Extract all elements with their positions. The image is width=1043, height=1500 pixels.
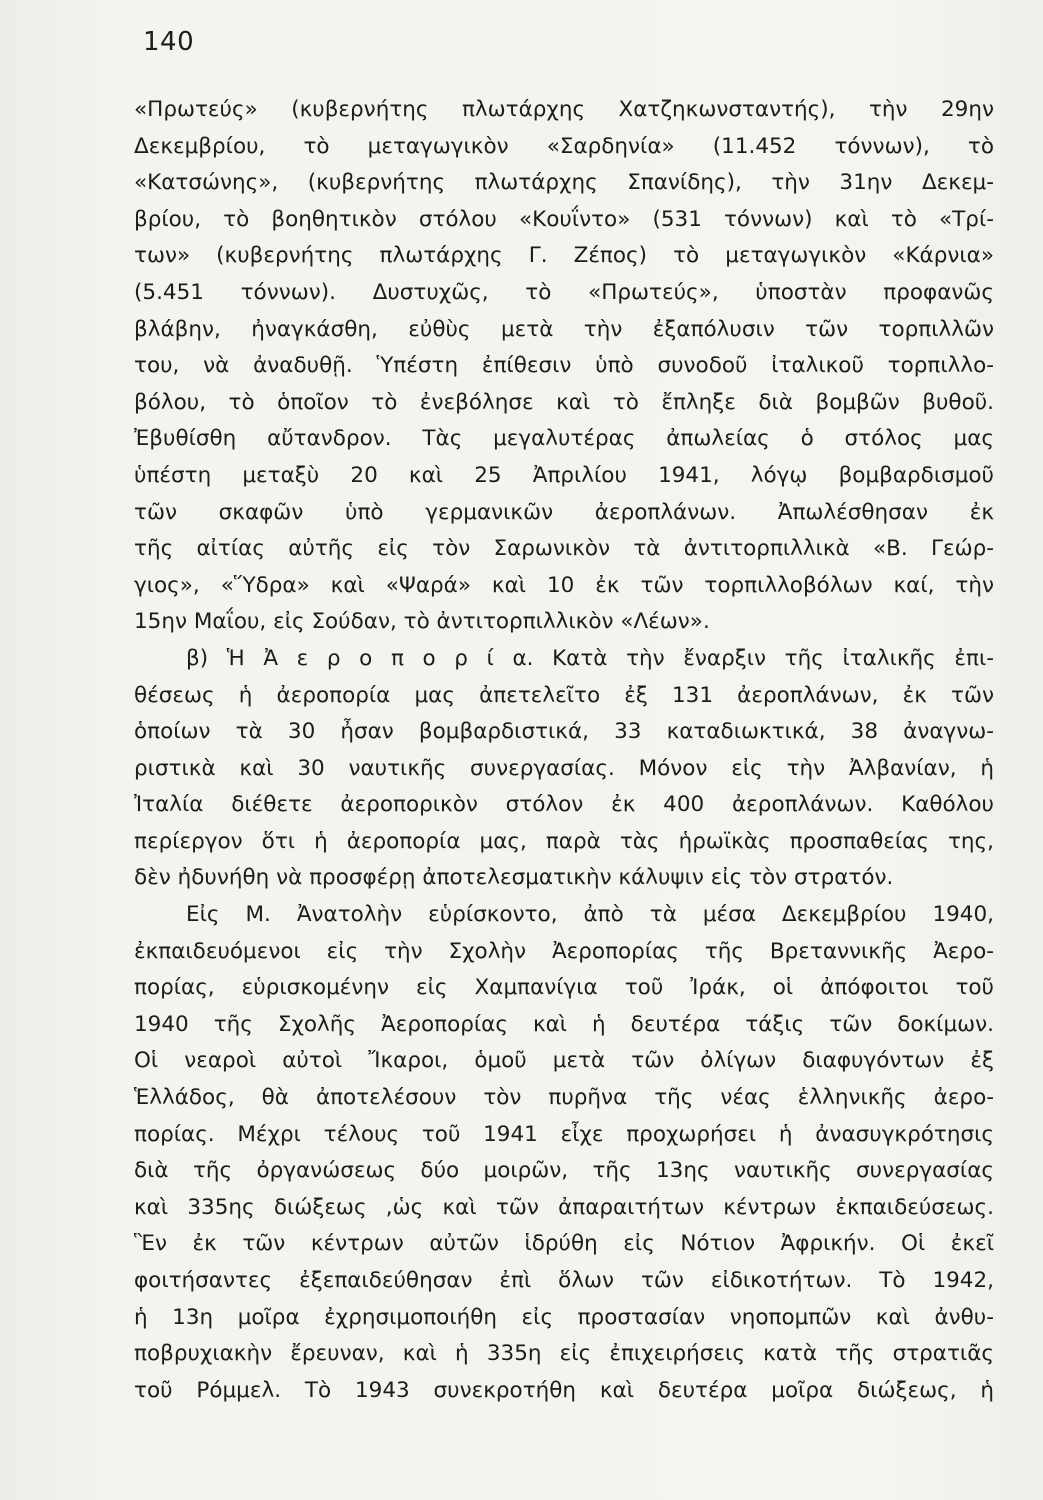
text-line: τῶν σκαφῶν ὑπὸ γερμανικῶν ἀεροπλάνων. Ἀπωλέσθησαν ἐκ [134, 499, 994, 525]
text-line: Ἑλλάδος, θὰ ἀποτελέσουν τὸν πυρῆνα τῆς νέας ἑλληνικῆς ἀερο- [134, 1085, 994, 1111]
text-line: Δεκεμβρίου, τὸ μεταγωγικὸν «Σαρδηνία» (11.452 τόννων), τὸ [134, 133, 994, 159]
text-line: Εἰς Μ. Ἀνατολὴν εὑρίσκοντο, ἀπὸ τὰ μέσα Δεκεμβρίου 1940, [186, 902, 994, 928]
text-line: ριστικὰ καὶ 30 ναυτικῆς συνεργασίας. Μόνον εἰς τὴν Ἀλβανίαν, ἡ [134, 755, 994, 781]
text-line: Ἰταλία διέθετε ἀεροπορικὸν στόλον ἐκ 400 ἀεροπλάνων. Καθόλου [134, 792, 994, 818]
text-line: του, νὰ ἀναδυθῇ. Ὑπέστη ἐπίθεσιν ὑπὸ συνοδοῦ ἰταλικοῦ τορπιλλο- [134, 353, 994, 379]
text-line: βρίου, τὸ βοηθητικὸν στόλου «Κουΐντο» (531 τόννων) καὶ τὸ «Τρί- [134, 206, 994, 232]
text-line: πορίας, εὑρισκομένην εἰς Χαμπανίγια τοῦ Ἰράκ, οἱ ἀπόφοιτοι τοῦ [134, 975, 994, 1001]
text-line: περίεργον ὅτι ἡ ἀεροπορία μας, παρὰ τὰς ἡρωϊκὰς προσπαθείας της, [134, 828, 994, 854]
text-line: ἐκπαιδευόμενοι εἰς τὴν Σχολὴν Ἀεροπορίας τῆς Βρεταννικῆς Ἀερο- [134, 938, 994, 964]
text-line: γιος», «Ὕδρα» καὶ «Ψαρά» καὶ 10 ἐκ τῶν τορπιλλοβόλων καί, τὴν [134, 572, 994, 598]
text-line: καὶ 335ης διώξεως ,ὡς καὶ τῶν ἀπαραιτήτων κέντρων ἐκπαιδεύσεως. [134, 1194, 994, 1220]
text-line: τοῦ Ρόμμελ. Τὸ 1943 συνεκροτήθη καὶ δευτέρα μοῖρα διώξεως, ἡ [134, 1377, 994, 1403]
text-line: ποβρυχιακὴν ἔρευναν, καὶ ἡ 335η εἰς ἐπιχειρήσεις κατὰ τῆς στρατιᾶς [134, 1341, 994, 1367]
page-number: 140 [143, 27, 195, 57]
text-line: θέσεως ἡ ἀεροπορία μας ἀπετελεῖτο ἐξ 131 ἀεροπλάνων, ἐκ τῶν [134, 682, 994, 708]
text-line: ὑπέστη μεταξὺ 20 καὶ 25 Ἀπριλίου 1941, λόγῳ βομβαρδισμοῦ [134, 462, 994, 488]
text-line: τῆς αἰτίας αὐτῆς εἰς τὸν Σαρωνικὸν τὰ ἀντιτορπιλλικὰ «Β. Γεώρ- [134, 536, 994, 562]
text-line: φοιτήσαντες ἐξεπαιδεύθησαν ἐπὶ ὅλων τῶν εἰδικοτήτων. Τὸ 1942, [134, 1268, 994, 1293]
text-line: Ἐβυθίσθη αὔτανδρον. Τὰς μεγαλυτέρας ἀπωλείας ὁ στόλος μας [134, 426, 994, 452]
text-line: ὁποίων τὰ 30 ἦσαν βομβαρδιστικά, 33 καταδιωκτικά, 38 ἀναγνω- [134, 719, 994, 745]
text-line: «Κατσώνης», (κυβερνήτης πλωτάρχης Σπανίδης), τὴν 31ην Δεκεμ- [134, 170, 994, 196]
text-line: βλάβην, ἠναγκάσθη, εὐθὺς μετὰ τὴν ἐξαπόλυσιν τῶν τορπιλλῶν [134, 316, 994, 342]
text-line: πορίας. Μέχρι τέλους τοῦ 1941 εἶχε προχωρήσει ἡ ἀνασυγκρότησις [134, 1121, 994, 1147]
text-line: βόλου, τὸ ὁποῖον τὸ ἐνεβόλησε καὶ τὸ ἔπληξε διὰ βομβῶν βυθοῦ. [134, 389, 994, 415]
text-line: των» (κυβερνήτης πλωτάρχης Γ. Ζέπος) τὸ μεταγωγικὸν «Κάρνια» [134, 243, 994, 269]
text-line: β) Ἡ Ἀ ε ρ ο π ο ρ ί α. Κατὰ τὴν ἔναρξιν τῆς ἰταλικῆς ἐπι- [186, 645, 994, 671]
text-line: διὰ τῆς ὀργανώσεως δύο μοιρῶν, τῆς 13ης ναυτικῆς συνεργασίας [134, 1158, 994, 1184]
text-line: (5.451 τόννων). Δυστυχῶς, τὸ «Πρωτεύς», ὑποστὰν προφανῶς [134, 279, 994, 305]
text-line: 15ην Μαΐου, εἰς Σούδαν, τὸ ἀντιτορπιλλικὸν «Λέων». [134, 609, 710, 635]
text-line: 1940 τῆς Σχολῆς Ἀεροπορίας καὶ ἡ δευτέρα τάξις τῶν δοκίμων. [134, 1011, 994, 1037]
text-line: Οἱ νεαροὶ αὐτοὶ Ἴκαροι, ὁμοῦ μετὰ τῶν ὀλίγων διαφυγόντων ἐξ [134, 1048, 994, 1074]
text-line: Ἓν ἐκ τῶν κέντρων αὐτῶν ἱδρύθη εἰς Νότιον Ἀφρικήν. Οἱ ἐκεῖ [134, 1231, 994, 1257]
text-line: ἡ 13η μοῖρα ἐχρησιμοποιήθη εἰς προστασίαν νηοπομπῶν καὶ ἀνθυ- [134, 1304, 994, 1330]
body-text [134, 92, 994, 1409]
text-line: δὲν ἠδυνήθη νὰ προσφέρῃ ἀποτελεσματικὴν κάλυψιν εἰς τὸν στρατόν. [134, 865, 894, 891]
text-line: «Πρωτεύς» (κυβερνήτης πλωτάρχης Χατζηκωνσταντής), τὴν 29ην [134, 97, 994, 122]
